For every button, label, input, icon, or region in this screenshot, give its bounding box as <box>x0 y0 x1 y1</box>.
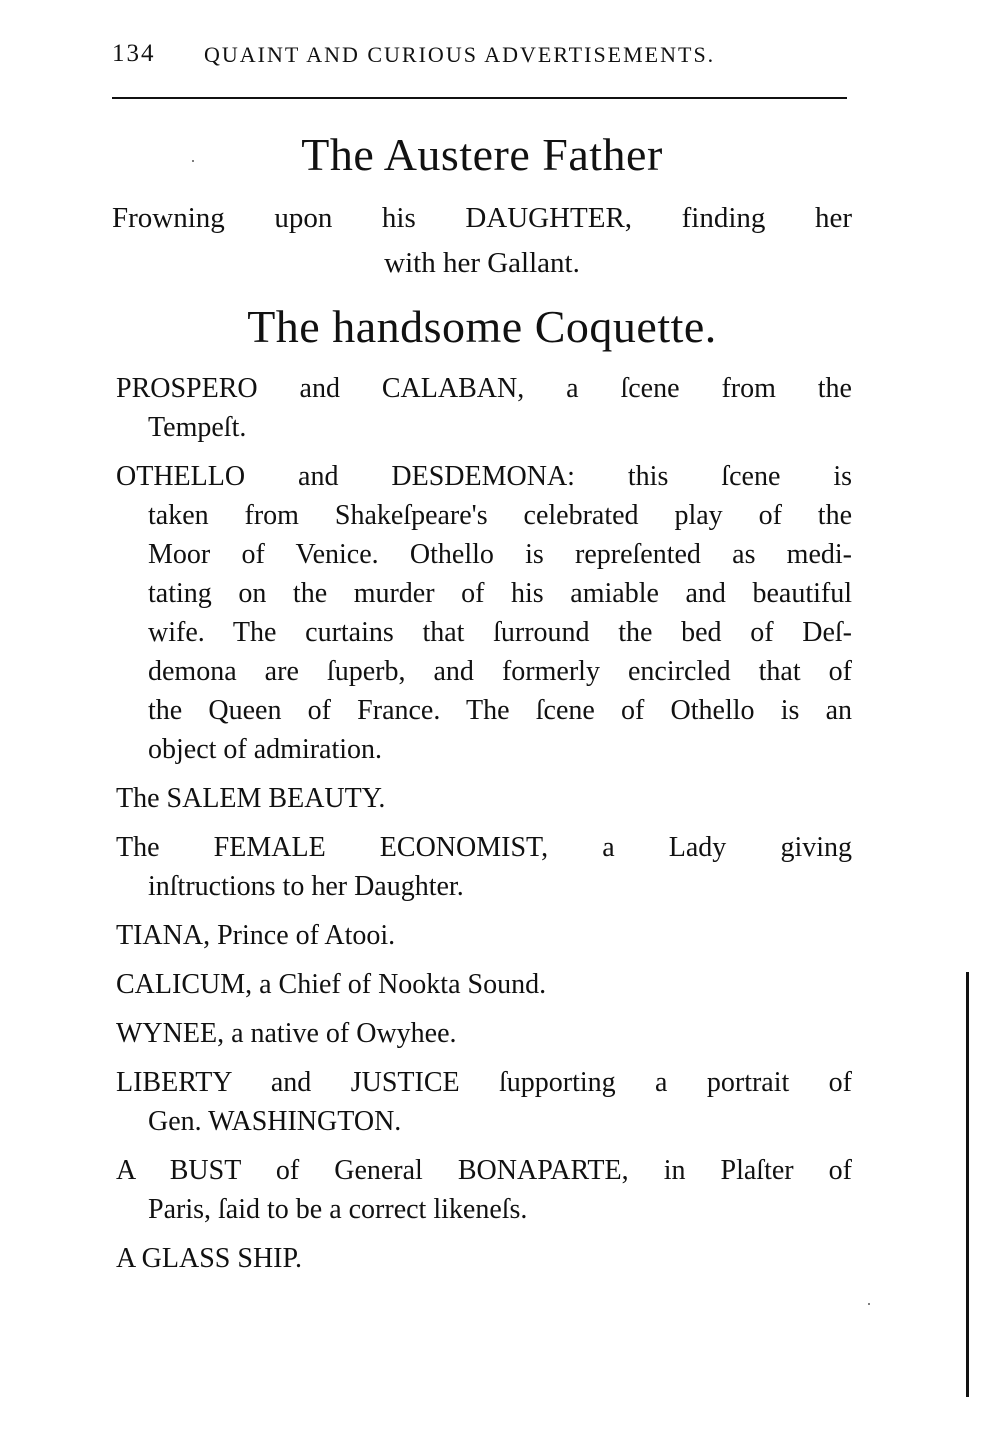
running-head <box>112 40 847 80</box>
heading-austere-father: The Austere Father <box>301 129 663 180</box>
entry-line: CALICUM, a Chief of Nookta Sound. <box>116 969 547 1000</box>
entry-line: Tempeſt. <box>148 412 247 443</box>
entry-line: The FEMALE ECONOMIST, a Lady giving <box>116 832 852 863</box>
header-rule <box>112 97 847 99</box>
entry-line: TIANA, Prince of Atooi. <box>116 920 396 951</box>
entry-line: wife. The curtains that ſurround the bed of Deſ- <box>148 617 852 648</box>
entry-line: WYNEE, a native of Owyhee. <box>116 1018 457 1049</box>
page-number: 134 <box>112 40 156 67</box>
entry-line: Paris, ſaid to be a correct likeneſs. <box>148 1194 528 1225</box>
entry-line: LIBERTY and JUSTICE ſupporting a portrait of <box>116 1067 852 1098</box>
scan-speck <box>192 160 194 162</box>
entry-line: taken from Shakeſpeare's celebrated play of the <box>148 500 852 531</box>
entry-line: the Queen of France. The ſcene of Othello is an <box>148 695 852 726</box>
entry-liberty-justice <box>116 1063 852 1141</box>
entry-wynee <box>116 1014 852 1053</box>
entry-line: demona are ſuperb, and formerly encircled that of <box>148 656 852 687</box>
entry-prospero <box>116 369 852 447</box>
entry-line: inſtructions to her Daughter. <box>148 871 464 902</box>
entry-line: A GLASS SHIP. <box>116 1243 302 1274</box>
subheading-line-1: Frowning upon his DAUGHTER, finding her <box>112 202 852 234</box>
entry-line: PROSPERO and CALABAN, a ſcene from the <box>116 373 852 404</box>
scan-speck <box>868 1303 870 1305</box>
entry-salem-beauty <box>116 779 852 818</box>
running-title: QUAINT AND CURIOUS ADVERTISEMENTS. <box>204 42 716 67</box>
entry-line: tating on the murder of his amiable and beautiful <box>148 578 852 609</box>
heading-handsome-coquette: The handsome Coquette. <box>247 301 717 352</box>
entry-glass-ship <box>116 1239 852 1278</box>
entry-line: OTHELLO and DESDEMONA: this ſcene is <box>116 461 852 492</box>
entry-line: object of admiration. <box>148 734 383 765</box>
entry-line: A BUST of General BONAPARTE, in Plaſter of <box>116 1155 852 1186</box>
entry-bust-bonaparte <box>116 1151 852 1229</box>
entry-female-economist <box>116 828 852 906</box>
scan-margin-line <box>966 972 969 1397</box>
entry-line: The SALEM BEAUTY. <box>116 783 386 814</box>
entry-line: Gen. WASHINGTON. <box>148 1106 402 1137</box>
entry-othello <box>116 457 852 769</box>
entry-calicum <box>116 965 852 1004</box>
subheading-line-2: with her Gallant. <box>384 247 580 279</box>
entry-line: Moor of Venice. Othello is repreſented as medi- <box>148 539 852 570</box>
entry-tiana <box>116 916 852 955</box>
